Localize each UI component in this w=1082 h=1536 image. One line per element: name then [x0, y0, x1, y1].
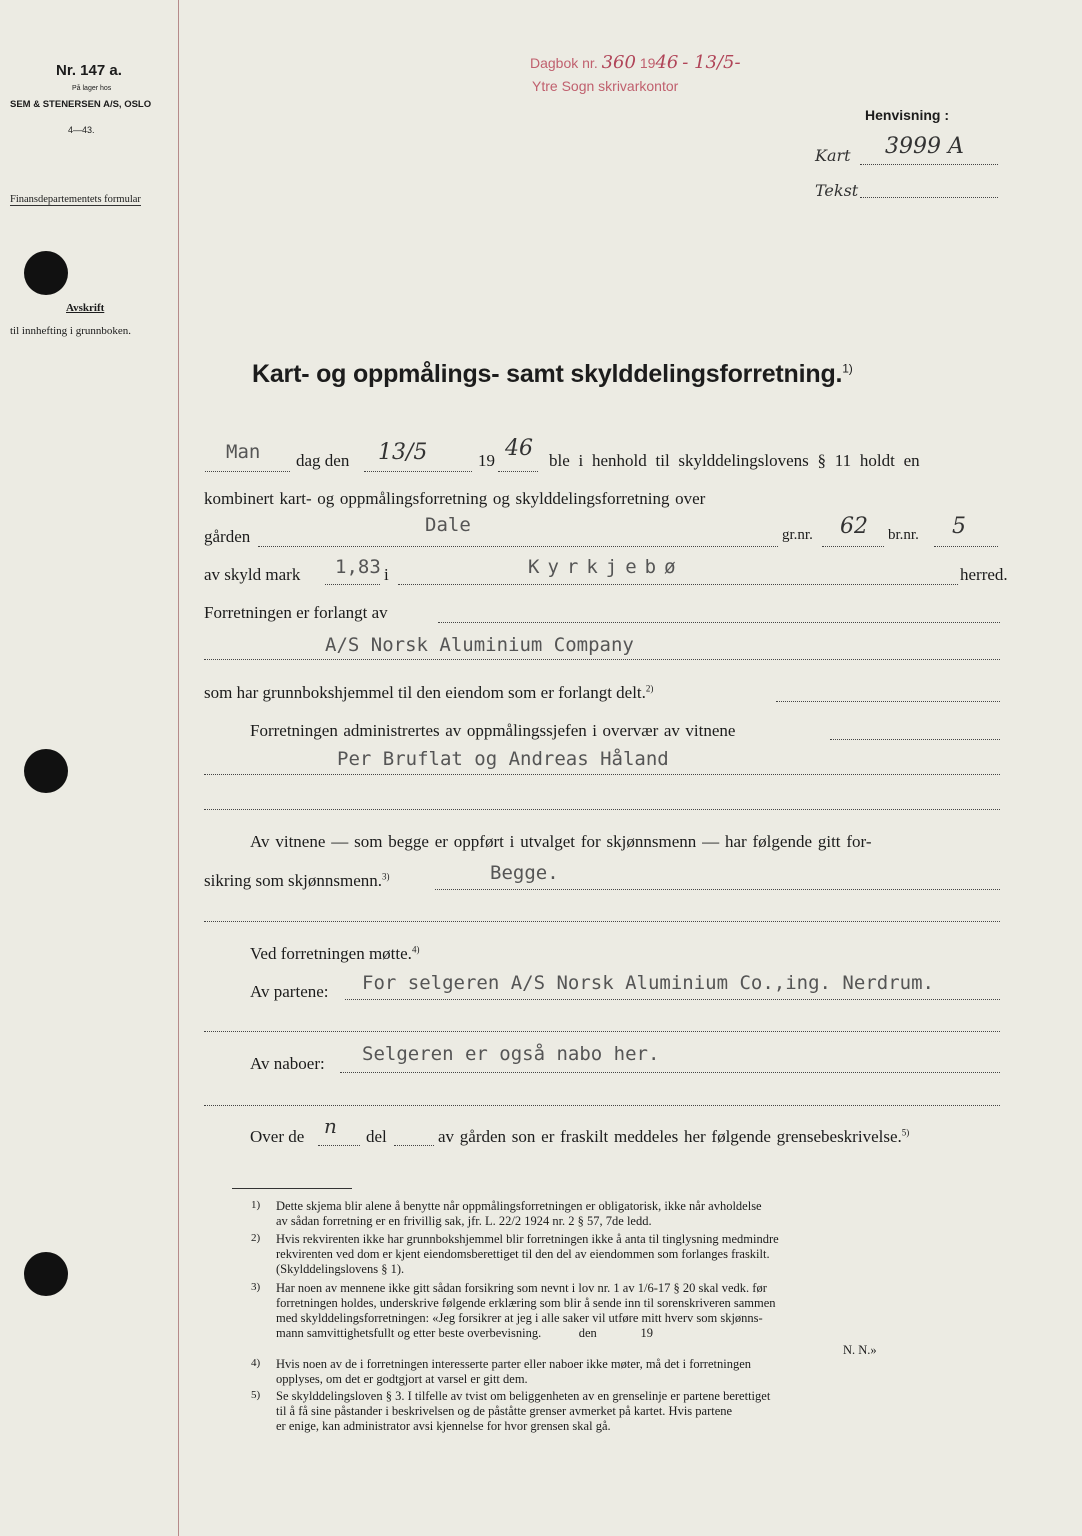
footnote-line: av sådan forretning er en frivillig sak, jfr. L. 22/2 1924 nr. 2 § 57, 7de ledd.: [276, 1214, 652, 1228]
avskrift-label: Avskrift: [66, 302, 105, 314]
year-line: [498, 470, 538, 472]
herred-name: Kyrkjebø: [528, 556, 684, 578]
herred-line: [398, 583, 958, 585]
tekst-line: [860, 196, 998, 198]
footnote-mark: 4): [251, 1357, 261, 1369]
vitner-text: Av vitnene — som begge er oppført i utvalget for skjønnsmenn — har følgende gitt for-: [250, 832, 872, 851]
weekday-value: Man: [226, 441, 261, 463]
form-number: Nr. 147 a.: [56, 62, 122, 79]
blank-line: [204, 1104, 1000, 1106]
skyld-line: [325, 583, 380, 585]
footnote-mark: 2): [251, 1232, 261, 1244]
over-footnote-ref: 5): [901, 1127, 910, 1138]
mote-text-main: Ved forretningen møtte.: [250, 944, 412, 963]
dagbok-number: 360: [601, 52, 636, 73]
naboer-line: [340, 1071, 1000, 1073]
kart-line: [860, 163, 998, 165]
hjemmel-footnote-ref: 2): [645, 683, 654, 694]
blank-line: [204, 1030, 1000, 1032]
garden-line: [258, 545, 778, 547]
grnr-line: [822, 545, 884, 547]
del-label: del: [366, 1127, 387, 1146]
skyld-label: av skyld mark: [204, 565, 301, 584]
footnote-line: mann samvittighetsfullt og etter beste overbevisning. den 19: [276, 1326, 654, 1340]
admin-line: [830, 738, 1000, 740]
forlangt-line: [438, 621, 1000, 623]
reference-heading: Henvisning :: [865, 107, 950, 123]
over-label: Over de: [250, 1127, 305, 1146]
title-footnote-ref: 1): [842, 361, 853, 376]
footnote-mark: 3): [251, 1281, 261, 1293]
footnote-line: opplyses, om det er godtgjort at varsel er gitt dem.: [276, 1372, 528, 1386]
sikring-text: [204, 871, 390, 891]
kart-value: 3999 A: [885, 134, 964, 159]
requester-value: A/S Norsk Aluminium Company: [325, 634, 634, 656]
punch-hole: [24, 749, 68, 793]
publisher-line2: SEM & STENERSEN A/S, OSLO: [10, 99, 152, 110]
dagbok-stamp: [530, 52, 741, 73]
office-stamp: Ytre Sogn skrivarkontor: [532, 78, 679, 94]
weekday-line: [205, 470, 290, 472]
naboer-value: Selgeren er også nabo her.: [362, 1043, 660, 1065]
dept-form: Finansdepartementets formular: [10, 194, 141, 205]
brnr-label: br.nr.: [888, 527, 919, 543]
mote-text: [250, 944, 419, 964]
garden-label: gården: [204, 527, 251, 546]
footnote-line: Hvis noen av de i forretningen interesserte parter eller naboer ikke møter, må det i forretningen: [276, 1357, 752, 1371]
margin-rule: [178, 0, 179, 1536]
footnote-1: [276, 1199, 762, 1229]
dagbok-date: - 13/5-: [682, 52, 741, 73]
intro-rest: ble i henhold til skylddelingslovens § 11 holdt en: [549, 451, 920, 470]
over-rest-main: av gården son er fraskilt meddeles her følgende grensebeskrivelse.: [438, 1127, 902, 1146]
footnote-line: til å få sine påstander i beskrivelsen og de påståtte grenser avmerket på kartet. Hvis partene: [276, 1404, 733, 1418]
requester-line: [204, 658, 1000, 660]
line2-text: kombinert kart- og oppmålingsforretning og skylddelingsforretning over: [204, 489, 706, 508]
year-prefix: 19: [478, 451, 495, 470]
i-label: i: [384, 565, 389, 584]
partene-value: For selgeren A/S Norsk Aluminium Co.,ing. Nerdrum.: [362, 972, 934, 994]
partene-label: Av partene:: [250, 982, 329, 1001]
del-line: [394, 1144, 434, 1146]
brnr-line: [934, 545, 998, 547]
footnote-line: med skylddelingsforretningen: «Jeg forsikrer at jeg i alle saker vil utføre mitt hverv som skjønns-: [276, 1311, 763, 1325]
footnote-line: Dette skjema blir alene å benytte når oppmålingsforretningen er obligatorisk, ikke når avholdelse: [276, 1199, 762, 1213]
partene-line: [345, 998, 1000, 1000]
date-value: 13/5: [378, 440, 428, 465]
avskrift-note: til innhefting i grunnboken.: [10, 325, 131, 337]
dag-den-label: dag den: [296, 451, 350, 470]
hjemmel-text: [204, 683, 653, 703]
sikring-value: Begge.: [490, 862, 559, 884]
footnote-line: forretningen holdes, underskrive følgende erklæring som blir å sende inn til sorenskriveren sammen: [276, 1296, 776, 1310]
sikring-line: [435, 888, 1000, 890]
grnr-label: gr.nr.: [782, 527, 813, 543]
brnr-value: 5: [952, 514, 966, 539]
print-date: 4—43.: [68, 125, 95, 135]
hjemmel-line: [776, 700, 1000, 702]
footnote-line: Har noen av mennene ikke gitt sådan forsikring som nevnt i lov nr. 1 av 1/6-17 § 20 skal vedk. før: [276, 1281, 767, 1295]
skyld-value: 1,83: [335, 556, 381, 578]
footnote-mark: 1): [251, 1199, 261, 1211]
admin-text: Forretningen administrertes av oppmålingssjefen i overvær av vitnene: [250, 721, 736, 740]
hjemmel-text-main: som har grunnbokshjemmel til den eiendom som er forlangt delt.: [204, 683, 646, 702]
blank-line: [204, 920, 1000, 922]
witnesses-line: [204, 773, 1000, 775]
footnote-2: [276, 1232, 779, 1277]
dagbok-year-prefix: 19: [639, 55, 656, 71]
dagbok-label: Dagbok nr.: [530, 55, 598, 71]
footnote-4: [276, 1357, 751, 1387]
mote-footnote-ref: 4): [411, 944, 420, 955]
over-line: [318, 1144, 360, 1146]
footnote-5: [276, 1389, 770, 1434]
form-title-text: Kart- og oppmålings- samt skylddelingsforretning.: [252, 360, 843, 388]
punch-hole: [24, 1252, 68, 1296]
footnote-line: (Skylddelingslovens § 1).: [276, 1262, 405, 1276]
footnote-3: [276, 1281, 776, 1341]
footnote-mark: 5): [251, 1389, 261, 1401]
forlangt-label: Forretningen er forlangt av: [204, 603, 388, 622]
year-value: 46: [505, 436, 533, 461]
tekst-label: Tekst: [815, 181, 859, 200]
sikring-footnote-ref: 3): [382, 871, 390, 882]
footnote-line: rekvirenten ved dom er kjent eiendomsberettiget til den del av eiendommen som forlanges fraskilt.: [276, 1247, 770, 1261]
publisher-line1: På lager hos: [72, 85, 112, 92]
farm-name: Dale: [425, 514, 471, 536]
punch-hole: [24, 251, 68, 295]
naboer-label: Av naboer:: [250, 1054, 325, 1073]
footnote-line: Se skylddelingsloven § 3. I tilfelle av tvist om beliggenheten av en grenselinje er partene berettiget: [276, 1389, 771, 1403]
kart-label: Kart: [815, 146, 851, 165]
sikring-text-main: sikring som skjønnsmenn.: [204, 871, 383, 890]
dagbok-year: 46: [655, 52, 679, 73]
footnote-line: er enige, kan administrator avsi kjennelse for hvor grensen skal gå.: [276, 1419, 611, 1433]
grnr-value: 62: [840, 514, 868, 539]
date-line: [364, 470, 472, 472]
footnote-signature: N. N.»: [843, 1343, 877, 1357]
blank-line: [204, 808, 1000, 810]
footnote-separator: [232, 1188, 352, 1189]
over-rest: [438, 1127, 909, 1147]
witnesses-value: Per Bruflat og Andreas Håland: [337, 748, 669, 770]
footnote-line: Hvis rekvirenten ikke har grunnbokshjemmel blir forretningen ikke å anta til tinglysning medmindre: [276, 1232, 779, 1246]
form-title: [252, 360, 853, 389]
over-value: n: [324, 1114, 337, 1138]
herred-label: herred.: [960, 565, 1008, 584]
